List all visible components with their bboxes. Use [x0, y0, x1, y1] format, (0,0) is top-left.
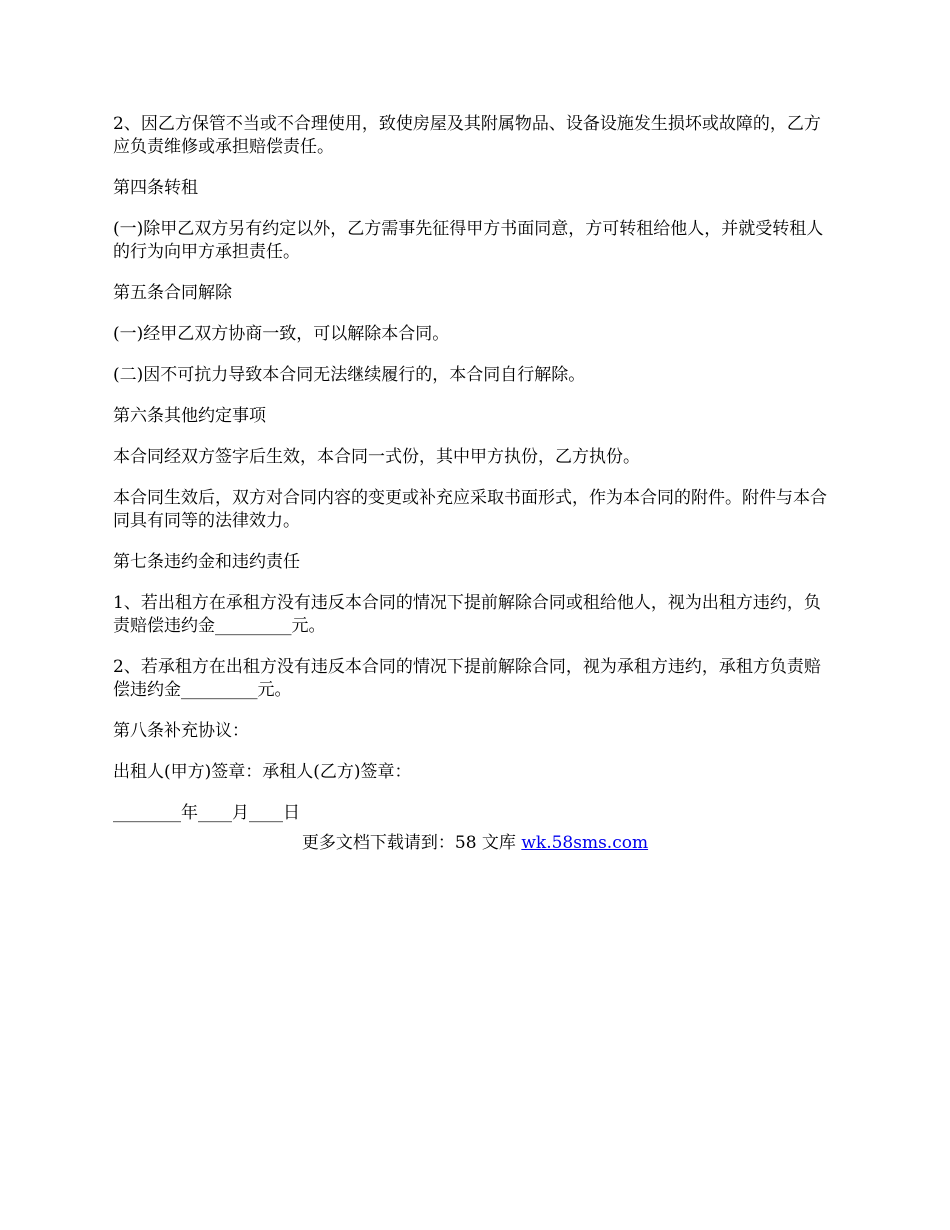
footer-link[interactable]: wk.58sms.com — [521, 833, 649, 853]
footer — [113, 832, 837, 855]
heading-article-8-supplement: 第八条补充协议： — [113, 721, 249, 741]
document-body — [113, 113, 837, 843]
heading-article-6-other: 第六条其他约定事项 — [113, 406, 266, 426]
heading-article-7-penalty: 第七条违约金和违约责任 — [113, 552, 300, 572]
paragraph-termination-mutual: (一)经甲乙双方协商一致，可以解除本合同。 — [113, 324, 450, 344]
paragraph-penalty-lessee: 2、若承租方在出租方没有违反本合同的情况下提前解除合同，视为承租方违约，承租方负责赔偿违约金_________元。 — [113, 657, 821, 700]
paragraph-penalty-lessor: 1、若出租方在承租方没有违反本合同的情况下提前解除合同或租给他人，视为出租方违约，负责赔偿违约金_________元。 — [113, 593, 821, 636]
paragraph-sublease-consent: (一)除甲乙双方另有约定以外，乙方需事先征得甲方书面同意，方可转租给他人，并就受转租人的行为向甲方承担责任。 — [113, 219, 824, 262]
footer-text: 更多文档下载请到：58 文库 — [301, 833, 522, 853]
heading-article-5-termination: 第五条合同解除 — [113, 283, 232, 303]
paragraph-amendments: 本合同生效后，双方对合同内容的变更或补充应采取书面形式，作为本合同的附件。附件与本合同具有同等的法律效力。 — [113, 488, 827, 531]
paragraph-termination-force-majeure: (二)因不可抗力导致本合同无法继续履行的，本合同自行解除。 — [113, 365, 586, 385]
paragraph-effect-copies: 本合同经双方签字后生效，本合同一式份，其中甲方执份，乙方执份。 — [113, 447, 640, 467]
heading-article-4-sublease: 第四条转租 — [113, 178, 198, 198]
date-line: ________年____月____日 — [113, 803, 300, 823]
paragraph-damage-liability: 2、因乙方保管不当或不合理使用，致使房屋及其附属物品、设备设施发生损坏或故障的，乙方应负责维修或承担赔偿责任。 — [113, 114, 821, 157]
signature-line: 出租人(甲方)签章：承租人(乙方)签章： — [113, 762, 412, 782]
